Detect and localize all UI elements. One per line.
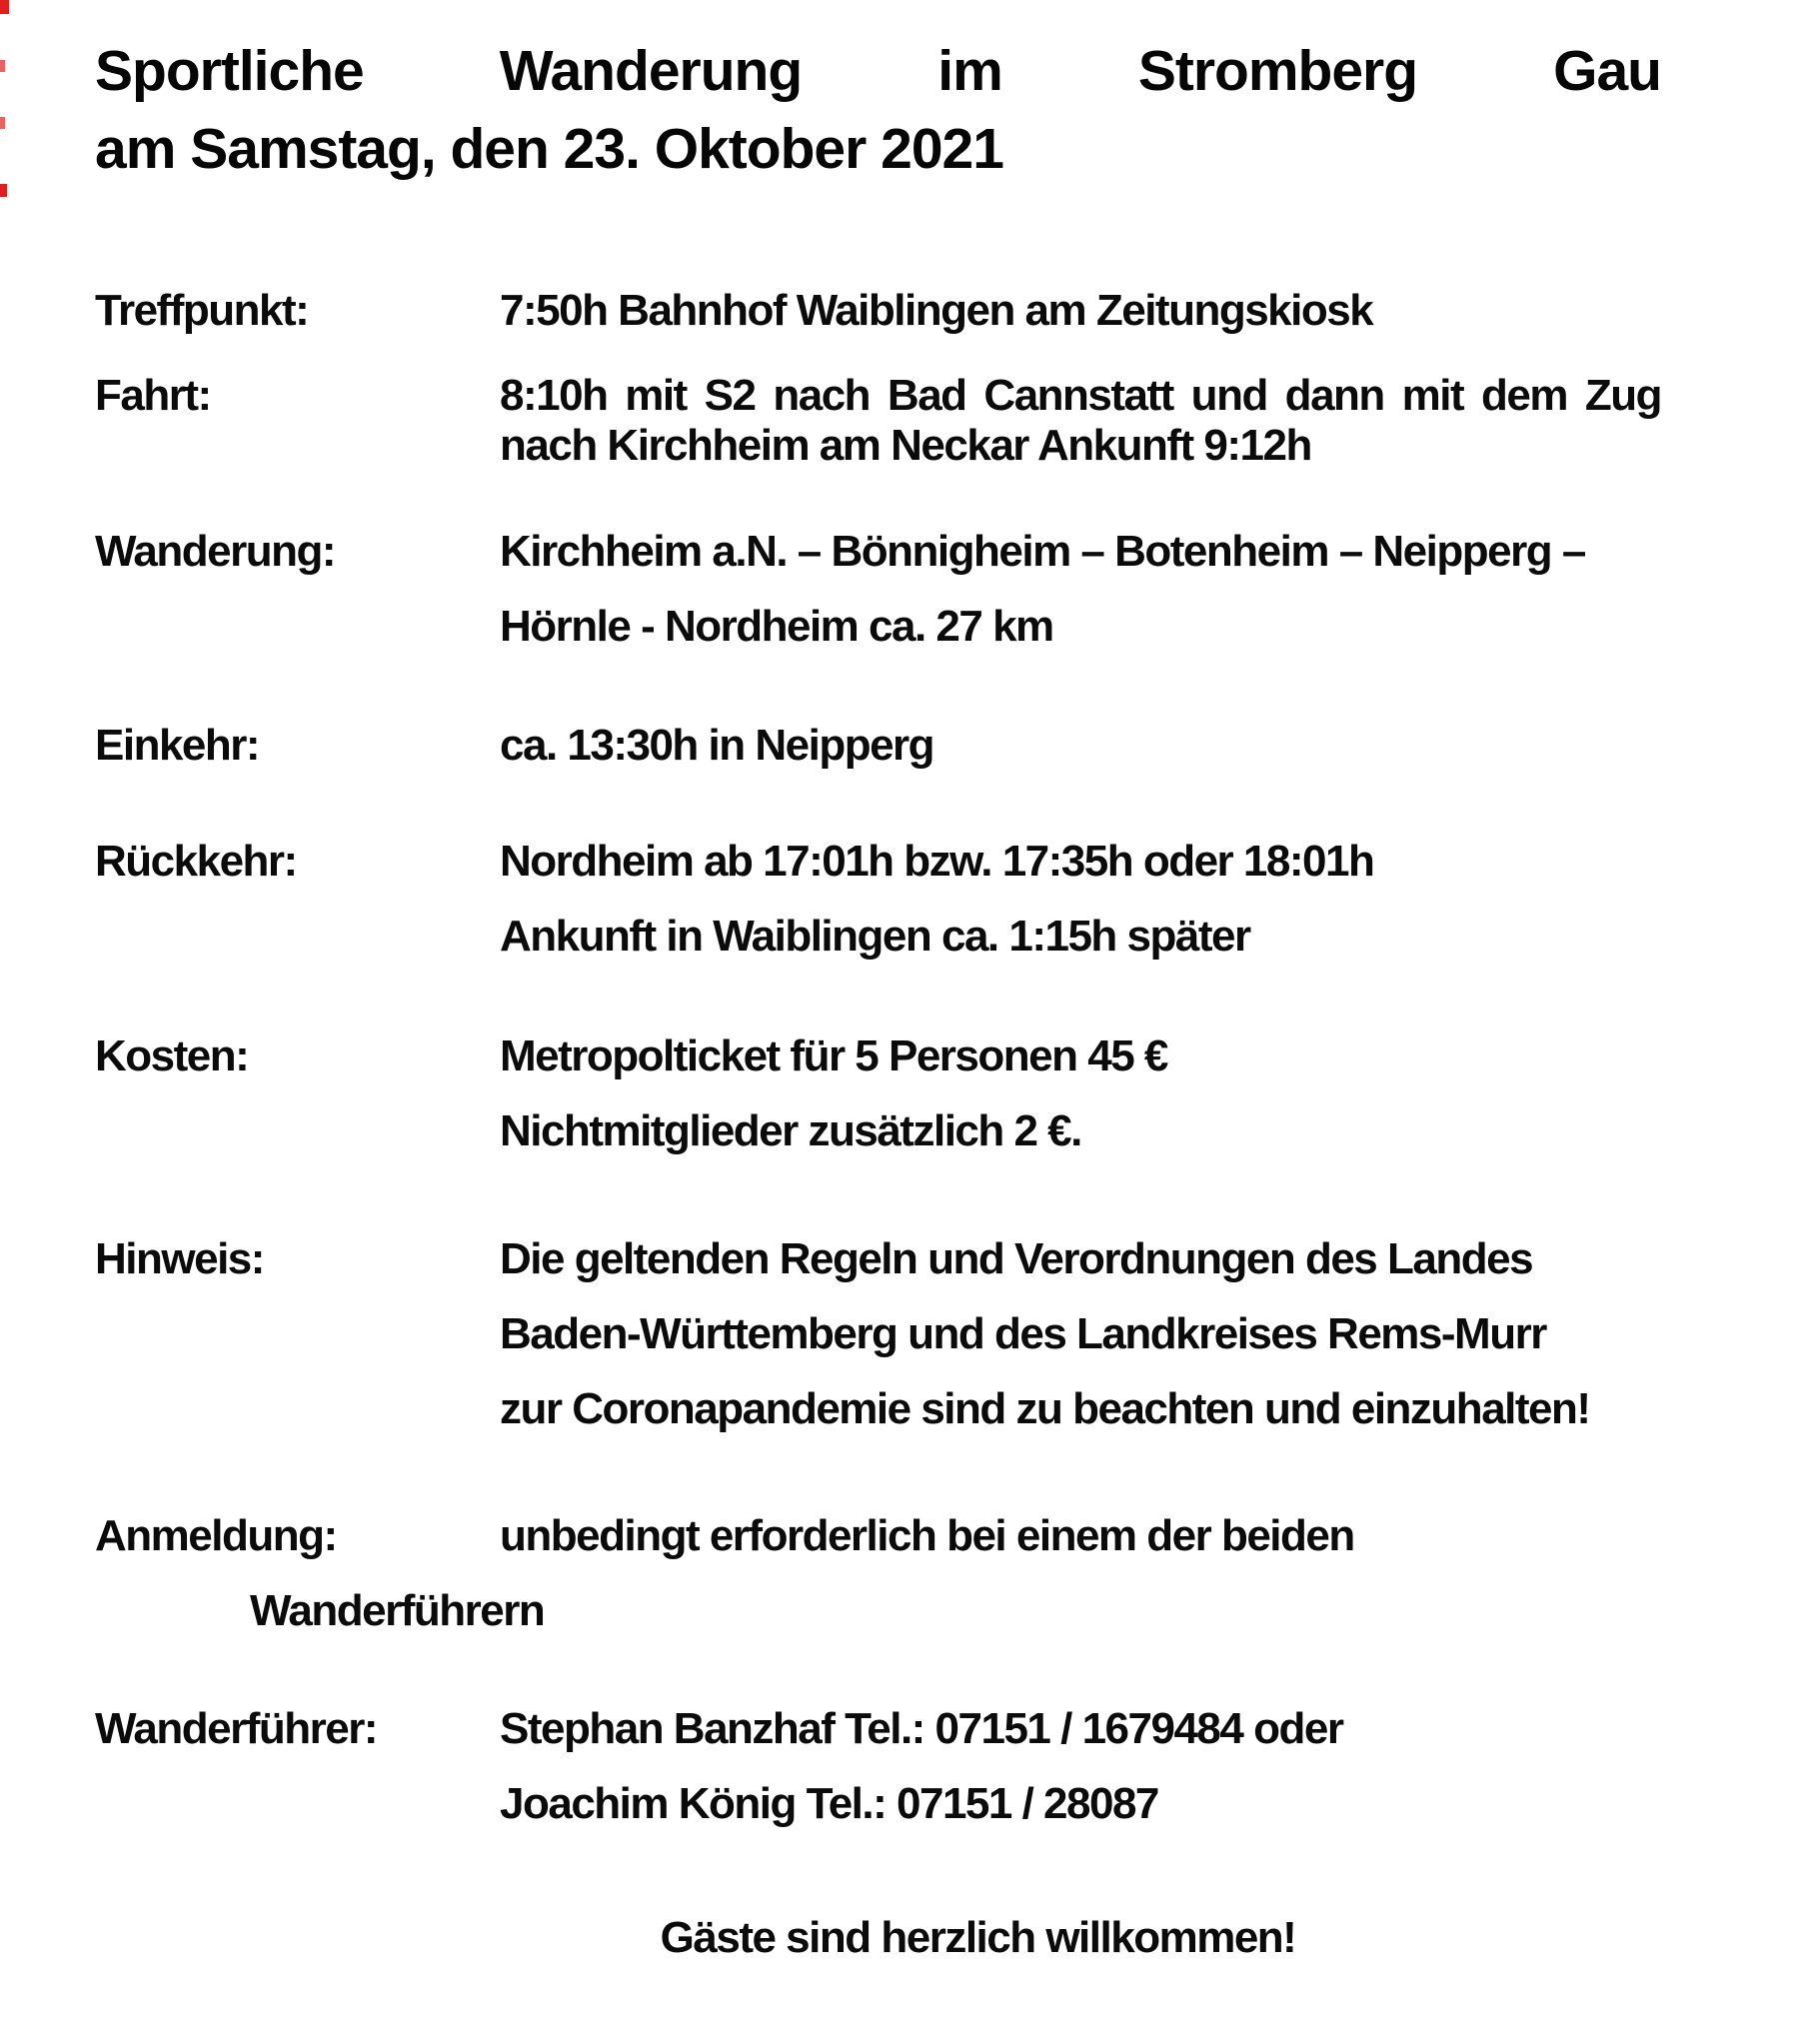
red-edge-mark [0, 117, 5, 129]
field-value-rueckkehr [500, 824, 1661, 974]
title-line-2: am Samstag, den 23. Oktober 2021 [95, 117, 1003, 181]
field-label-anmeldung: Anmeldung: [95, 1511, 337, 1560]
section-treffpunkt [95, 286, 1661, 336]
field-value-einkehr [500, 721, 1661, 771]
red-edge-mark [0, 60, 5, 72]
footer-note: Gäste sind herzlich willkommen! [660, 1913, 1296, 1962]
field-label-fahrt: Fahrt: [95, 371, 211, 420]
value-line: unbedingt erforderlich bei einem der beiden [500, 1511, 1354, 1560]
value-line: ca. 13:30h in Neipperg [500, 721, 934, 770]
field-value-treffpunkt [500, 286, 1661, 336]
value-line: Hörnle - Nordheim ca. 27 km [500, 602, 1053, 651]
field-label-einkehr: Einkehr: [95, 721, 260, 770]
section-fahrt [95, 371, 1661, 471]
section-hinweis [95, 1221, 1661, 1446]
value-line: Nordheim ab 17:01h bzw. 17:35h oder 18:01h [500, 837, 1374, 886]
field-value-hinweis [500, 1221, 1661, 1446]
field-label-rueckkehr: Rückkehr: [95, 837, 297, 886]
field-value-anmeldung [500, 1498, 1661, 1573]
value-line: Joachim König Tel.: 07151 / 28087 [500, 1779, 1158, 1828]
field-label-wanderung: Wanderung: [95, 527, 335, 576]
section-rueckkehr [95, 824, 1661, 974]
section-anmeldung [95, 1498, 1661, 1648]
section-kosten [95, 1018, 1661, 1168]
value-line: Die geltenden Regeln und Verordnungen des Landes [500, 1234, 1533, 1283]
field-label-treffpunkt: Treffpunkt: [95, 286, 309, 335]
section-einkehr [95, 721, 1661, 771]
value-line: Stephan Banzhaf Tel.: 07151 / 1679484 oder [500, 1704, 1343, 1753]
field-value-fahrt [500, 371, 1661, 471]
field-label-hinweis: Hinweis: [95, 1234, 264, 1283]
value-line: Metropolticket für 5 Personen 45 € [500, 1031, 1167, 1080]
value-line: zur Coronapandemie sind zu beachten und einzuhalten! [500, 1384, 1590, 1433]
value-line: 7:50h Bahnhof Waiblingen am Zeitungskiosk [500, 286, 1373, 335]
field-value-wanderung [500, 514, 1661, 664]
field-label-kosten: Kosten: [95, 1031, 249, 1080]
value-line-indented: Wanderführern [250, 1586, 545, 1635]
value-line: 8:10h mit S2 nach Bad Cannstatt und dann mit dem Zug [500, 371, 1661, 420]
red-edge-mark [0, 0, 9, 14]
field-value-wanderfuehrer [500, 1691, 1661, 1841]
section-wanderung [95, 514, 1661, 664]
value-line: Nichtmitglieder zusätzlich 2 €. [500, 1106, 1081, 1155]
value-line: Kirchheim a.N. – Bönnigheim – Botenheim – Neipperg – [500, 527, 1585, 576]
value-line: Baden-Württemberg und des Landkreises Rems-Murr [500, 1309, 1546, 1358]
page-title [95, 32, 1661, 188]
value-line: nach Kirchheim am Neckar Ankunft 9:12h [500, 421, 1311, 470]
red-edge-mark [0, 184, 7, 197]
field-value-kosten [500, 1018, 1661, 1168]
field-label-wanderfuehrer: Wanderführer: [95, 1704, 377, 1753]
value-line: Ankunft in Waiblingen ca. 1:15h später [500, 912, 1250, 961]
title-line-1: Sportliche Wanderung im Stromberg Gau [95, 39, 1661, 103]
section-wanderfuehrer [95, 1691, 1661, 1841]
